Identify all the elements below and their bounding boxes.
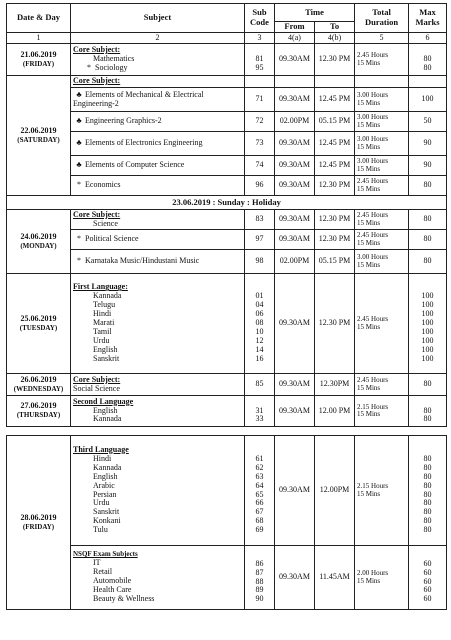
subject-cell	[71, 176, 245, 196]
subject-name: Telugu	[93, 300, 116, 310]
to-cell: 12.45 PM	[315, 132, 355, 156]
star-marker: *	[87, 62, 91, 72]
duration-cell: 2.45 Hours 15 Mins	[355, 274, 409, 374]
to-cell: 12.00PM	[315, 436, 355, 546]
subject-name: Tulu	[93, 525, 108, 535]
date-cell: 25.06.2019 (TUESDAY)	[7, 274, 71, 374]
header-subject: Subject	[71, 4, 245, 33]
subject-name: Tamil	[93, 326, 112, 336]
marks-cell: 80	[409, 210, 447, 230]
holiday-row	[7, 196, 447, 210]
marks-cell: 80	[409, 250, 447, 274]
table-row	[7, 230, 447, 250]
subject-cell	[71, 230, 245, 250]
subject-cell	[71, 156, 245, 176]
from-cell: 09.30AM	[275, 374, 315, 396]
subject-name: Sanskrit	[93, 507, 120, 517]
header-sub-code: Sub Code	[245, 4, 275, 33]
subject-name: English	[93, 405, 118, 415]
code-cell: 98	[245, 250, 275, 274]
header-row	[7, 4, 447, 22]
core-subject-heading: Core Subject:	[73, 45, 121, 55]
date-cell: 28.06.2019 (FRIDAY)	[7, 436, 71, 610]
subject-name: Hindi	[93, 453, 112, 463]
duration-cell: 2.45 Hours 15 Mins	[355, 44, 409, 76]
code-cell: 73	[245, 132, 275, 156]
marks-cell: 90	[409, 156, 447, 176]
code-cell: 31 33	[245, 396, 275, 427]
core-subject-heading: Core Subject:	[73, 209, 121, 219]
col-number: 1	[7, 33, 71, 44]
table-row	[7, 112, 447, 132]
code-cell: 72	[245, 112, 275, 132]
subject-name: Retail	[93, 566, 113, 576]
from-cell: 02.00PM	[275, 250, 315, 274]
duration-cell: 2.00 Hours 15 Mins	[355, 546, 409, 610]
subject-name: English	[93, 471, 118, 481]
to-cell: 12.30 PM	[315, 274, 355, 374]
subject-name: IT	[93, 558, 101, 568]
marks-cell: 80 80	[409, 396, 447, 427]
subject-cell	[71, 436, 245, 546]
subject-name: Elements of Electronics Engineering	[85, 138, 203, 148]
duration-cell: 3.00 Hours 15 Mins	[355, 132, 409, 156]
subject-name: Mathematics	[93, 54, 135, 64]
code-cell: 97	[245, 230, 275, 250]
marks-cell: 80 80	[409, 44, 447, 76]
duration-cell: 3.00 Hours 15 Mins	[355, 88, 409, 112]
duration-cell: 2.45 Hours 15 Mins	[355, 210, 409, 230]
subject-name: English	[93, 344, 118, 354]
duration-cell: 2.15 Hours 15 Mins	[355, 436, 409, 546]
header-total-duration: Total Duration	[355, 4, 409, 33]
col-number: 4(b)	[315, 33, 355, 44]
duration-cell: 3.00 Hours 15 Mins	[355, 250, 409, 274]
subject-name: Kannada	[93, 291, 122, 301]
to-cell: 12.30 PM	[315, 176, 355, 196]
nsqf-row	[7, 546, 447, 610]
code-cell: 83	[245, 210, 275, 230]
subject-name: Economics	[85, 180, 121, 190]
timetable-table	[6, 3, 447, 610]
subject-name: Hindi	[93, 309, 112, 319]
subject-cell	[71, 274, 245, 374]
header-to: To	[315, 22, 355, 33]
code-cell: 86 87 88 89 90	[245, 546, 275, 610]
core-subject-heading-cell: Core Subject:	[71, 76, 245, 88]
day-row-26-06	[7, 374, 447, 396]
subject-name: Marati	[93, 318, 115, 328]
date-cell: 24.06.2019 (MONDAY)	[7, 210, 71, 274]
subject-name: Urdu	[93, 335, 110, 345]
table-gap	[7, 427, 447, 436]
code-cell: 81 95	[245, 44, 275, 76]
subject-cell	[71, 88, 245, 112]
from-cell: 09.30AM	[275, 132, 315, 156]
to-cell: 12.30 PM	[315, 44, 355, 76]
code-cell: 85	[245, 374, 275, 396]
to-cell: 05.15 PM	[315, 112, 355, 132]
day-row-27-06	[7, 396, 447, 427]
subject-name: Science	[93, 218, 118, 228]
code-cell: 74	[245, 156, 275, 176]
col-number: 4(a)	[275, 33, 315, 44]
holiday-label: 23.06.2019 : Sunday : Holiday	[7, 196, 447, 210]
date-cell: 27.06.2019 (THURSDAY)	[7, 396, 71, 427]
subject-name: Arabic	[93, 480, 115, 490]
from-cell: 09.30AM	[275, 546, 315, 610]
to-cell: 12.30 PM	[315, 230, 355, 250]
to-cell: 12.45 PM	[315, 88, 355, 112]
from-cell: 09.30AM	[275, 156, 315, 176]
header-max-marks: Max Marks	[409, 4, 447, 33]
duration-cell: 3.00 Hours 15 Mins	[355, 156, 409, 176]
day-row-22-06	[7, 76, 447, 88]
date-cell: 26.06.2019 (WEDNESDAY)	[7, 374, 71, 396]
subject-cell	[71, 250, 245, 274]
subject-name: Sanskrit	[93, 353, 120, 363]
code-cell: 61 62 63 64 65 66 67 68 69	[245, 436, 275, 546]
marks-cell: 100	[409, 88, 447, 112]
star-marker: *	[77, 234, 81, 244]
code-cell: 96	[245, 176, 275, 196]
subject-name: Urdu	[93, 498, 110, 508]
subject-cell	[71, 396, 245, 427]
subject-cell	[71, 546, 245, 610]
marks-cell: 80 80 80 80 80 80 80 80 80	[409, 436, 447, 546]
column-number-row	[7, 33, 447, 44]
core-subject-heading: Core Subject:	[73, 374, 121, 384]
from-cell: 09.30AM	[275, 230, 315, 250]
duration-cell: 2.15 Hours 15 Mins	[355, 396, 409, 427]
header-from: From	[275, 22, 315, 33]
to-cell: 12.30PM	[315, 374, 355, 396]
day-row-28-06	[7, 436, 447, 546]
code-cell: 01 04 06 08 10 12 14 16	[245, 274, 275, 374]
subject-name: Kannada	[93, 414, 122, 424]
from-cell: 09.30AM	[275, 176, 315, 196]
duration-cell: 2.45 Hours 15 Mins	[355, 374, 409, 396]
from-cell: 09.30AM	[275, 396, 315, 427]
col-number: 6	[409, 33, 447, 44]
duration-cell: 2.45 Hours 15 Mins	[355, 230, 409, 250]
duration-cell: 2.45 Hours 15 Mins	[355, 176, 409, 196]
marks-cell: 80	[409, 230, 447, 250]
from-cell: 02.00PM	[275, 112, 315, 132]
subject-name: Sociology	[95, 62, 128, 72]
subject-name: Elements of Mechanical & Electrical Engineering-2	[73, 89, 204, 108]
club-marker: ♣	[76, 160, 82, 170]
star-marker: *	[77, 256, 81, 266]
to-cell: 12.00 PM	[315, 396, 355, 427]
date-cell: 22.06.2019 (SATURDAY)	[7, 76, 71, 196]
club-marker: ♣	[76, 116, 82, 126]
to-cell: 12.45 PM	[315, 156, 355, 176]
exam-timetable	[6, 3, 446, 610]
subject-name: Kannada	[93, 462, 122, 472]
header-time: Time	[275, 4, 355, 22]
marks-cell: 100 100 100 100 100 100 100 100	[409, 274, 447, 374]
second-language-heading: Second Language	[73, 396, 134, 406]
to-cell: 12.30 PM	[315, 210, 355, 230]
subject-name: Beauty & Wellness	[93, 593, 155, 603]
to-cell: 05.15 PM	[315, 250, 355, 274]
col-number: 3	[245, 33, 275, 44]
from-cell: 09.30AM	[275, 44, 315, 76]
duration-cell: 3.00 Hours 15 Mins	[355, 112, 409, 132]
subject-cell	[71, 132, 245, 156]
subject-name: Karnataka Music/Hindustani Music	[85, 256, 200, 266]
table-row	[7, 132, 447, 156]
table-row	[7, 156, 447, 176]
day-row-21-06	[7, 44, 447, 76]
nsqf-heading: NSQF Exam Subjects	[73, 550, 138, 559]
col-number: 5	[355, 33, 409, 44]
code-cell: 71	[245, 88, 275, 112]
marks-cell: 50	[409, 112, 447, 132]
subject-name: Elements of Computer Science	[85, 160, 185, 170]
club-marker: ♣	[76, 89, 82, 99]
date-cell: 21.06.2019 (FRIDAY)	[7, 44, 71, 76]
subject-name: Health Care	[93, 584, 132, 594]
subject-cell	[71, 112, 245, 132]
day-row-25-06	[7, 274, 447, 374]
to-cell: 11.45AM	[315, 546, 355, 610]
subject-cell	[71, 44, 245, 76]
from-cell: 09.30AM	[275, 88, 315, 112]
marks-cell: 60 60 60 60 60	[409, 546, 447, 610]
subject-cell	[71, 374, 245, 396]
subject-name: Engineering Graphics-2	[85, 116, 162, 126]
table-row	[7, 250, 447, 274]
marks-cell: 80	[409, 374, 447, 396]
subject-name: Social Science	[73, 383, 120, 393]
marks-cell: 80	[409, 176, 447, 196]
subject-name: Konkani	[93, 516, 121, 526]
first-language-heading: First Language:	[73, 282, 128, 292]
from-cell: 09.30AM	[275, 210, 315, 230]
subject-cell	[71, 210, 245, 230]
table-row	[7, 176, 447, 196]
subject-name: Political Science	[85, 234, 139, 244]
col-number: 2	[71, 33, 245, 44]
club-marker: ♣	[76, 138, 82, 148]
third-language-heading: Third Language	[73, 444, 129, 454]
table-row	[7, 88, 447, 112]
subject-name: Persian	[93, 489, 117, 499]
star-marker: *	[77, 180, 81, 190]
subject-name: Automobile	[93, 575, 132, 585]
day-row-24-06	[7, 210, 447, 230]
header-date-day: Date & Day	[7, 4, 71, 33]
from-cell: 09.30AM	[275, 436, 315, 546]
marks-cell: 90	[409, 132, 447, 156]
from-cell: 09.30AM	[275, 274, 315, 374]
